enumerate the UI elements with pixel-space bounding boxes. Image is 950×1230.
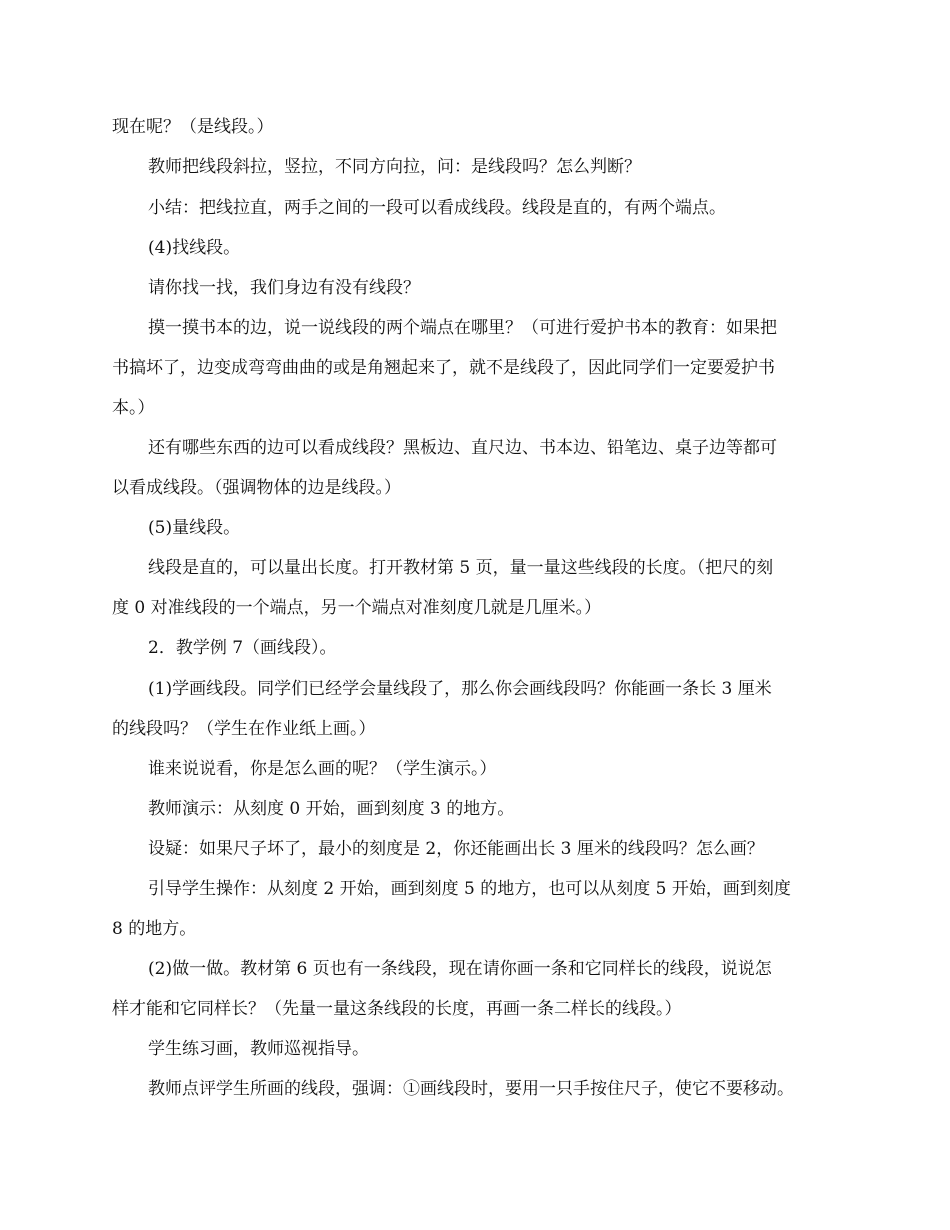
- text-line: 现在呢？（是线段。）: [112, 117, 274, 137]
- text-line: 教师把线段斜拉，竖拉，不同方向拉，问：是线段吗？怎么判断？: [148, 157, 641, 177]
- text-line: 谁来说说看，你是怎么画的呢？（学生演示。）: [148, 759, 497, 779]
- text-line: (4)找线段。: [148, 238, 241, 258]
- text-line: 度 0 对准线段的一个端点，另一个端点对准刻度几就是几厘米。）: [112, 598, 602, 618]
- text-line: 8 的地方。: [112, 919, 197, 939]
- text-line: 以看成线段。（强调物体的边是线段。）: [112, 478, 401, 498]
- text-line: 的线段吗？（学生在作业纸上画。）: [112, 719, 376, 739]
- text-line: 摸一摸书本的边，说一说线段的两个端点在哪里？（可进行爱护书本的教育：如果把: [148, 318, 777, 338]
- text-line: 学生练习画，教师巡视指导。: [148, 1039, 369, 1059]
- text-line: 还有哪些东西的边可以看成线段？黑板边、直尺边、书本边、铅笔边、桌子边等都可: [148, 438, 777, 458]
- text-line: 引导学生操作：从刻度 2 开始，画到刻度 5 的地方，也可以从刻度 5 开始，画到刻度: [148, 879, 791, 899]
- text-line: (1)学画线段。同学们已经学会量线段了，那么你会画线段吗？你能画一条长 3 厘米: [148, 679, 772, 699]
- text-line: 请你找一找，我们身边有没有线段？: [148, 278, 420, 298]
- text-line: 设疑：如果尺子坏了，最小的刻度是 2，你还能画出长 3 厘米的线段吗？怎么画？: [148, 839, 764, 859]
- text-line: 教师演示：从刻度 0 开始，画到刻度 3 的地方。: [148, 799, 515, 819]
- text-line: 2．教学例 7（画线段）。: [148, 638, 337, 658]
- text-line: 线段是直的，可以量出长度。打开教材第 5 页，量一量这些线段的长度。（把尺的刻: [148, 558, 774, 578]
- text-line: 教师点评学生所画的线段，强调：①画线段时，要用一只手按住尺子，使它不要移动。: [148, 1079, 794, 1099]
- text-line: (5)量线段。: [148, 518, 241, 538]
- text-line: 样才能和它同样长？（先量一量这条线段的长度，再画一条二样长的线段。）: [112, 999, 682, 1019]
- text-line: 本。）: [112, 398, 155, 418]
- text-line: (2)做一做。教材第 6 页也有一条线段，现在请你画一条和它同样长的线段，说说怎: [148, 959, 772, 979]
- text-line: 小结：把线拉直，两手之间的一段可以看成线段。线段是直的，有两个端点。: [148, 198, 726, 218]
- text-line: 书搞坏了，边变成弯弯曲曲的或是角翘起来了，就不是线段了，因此同学们一定要爱护书: [112, 358, 775, 378]
